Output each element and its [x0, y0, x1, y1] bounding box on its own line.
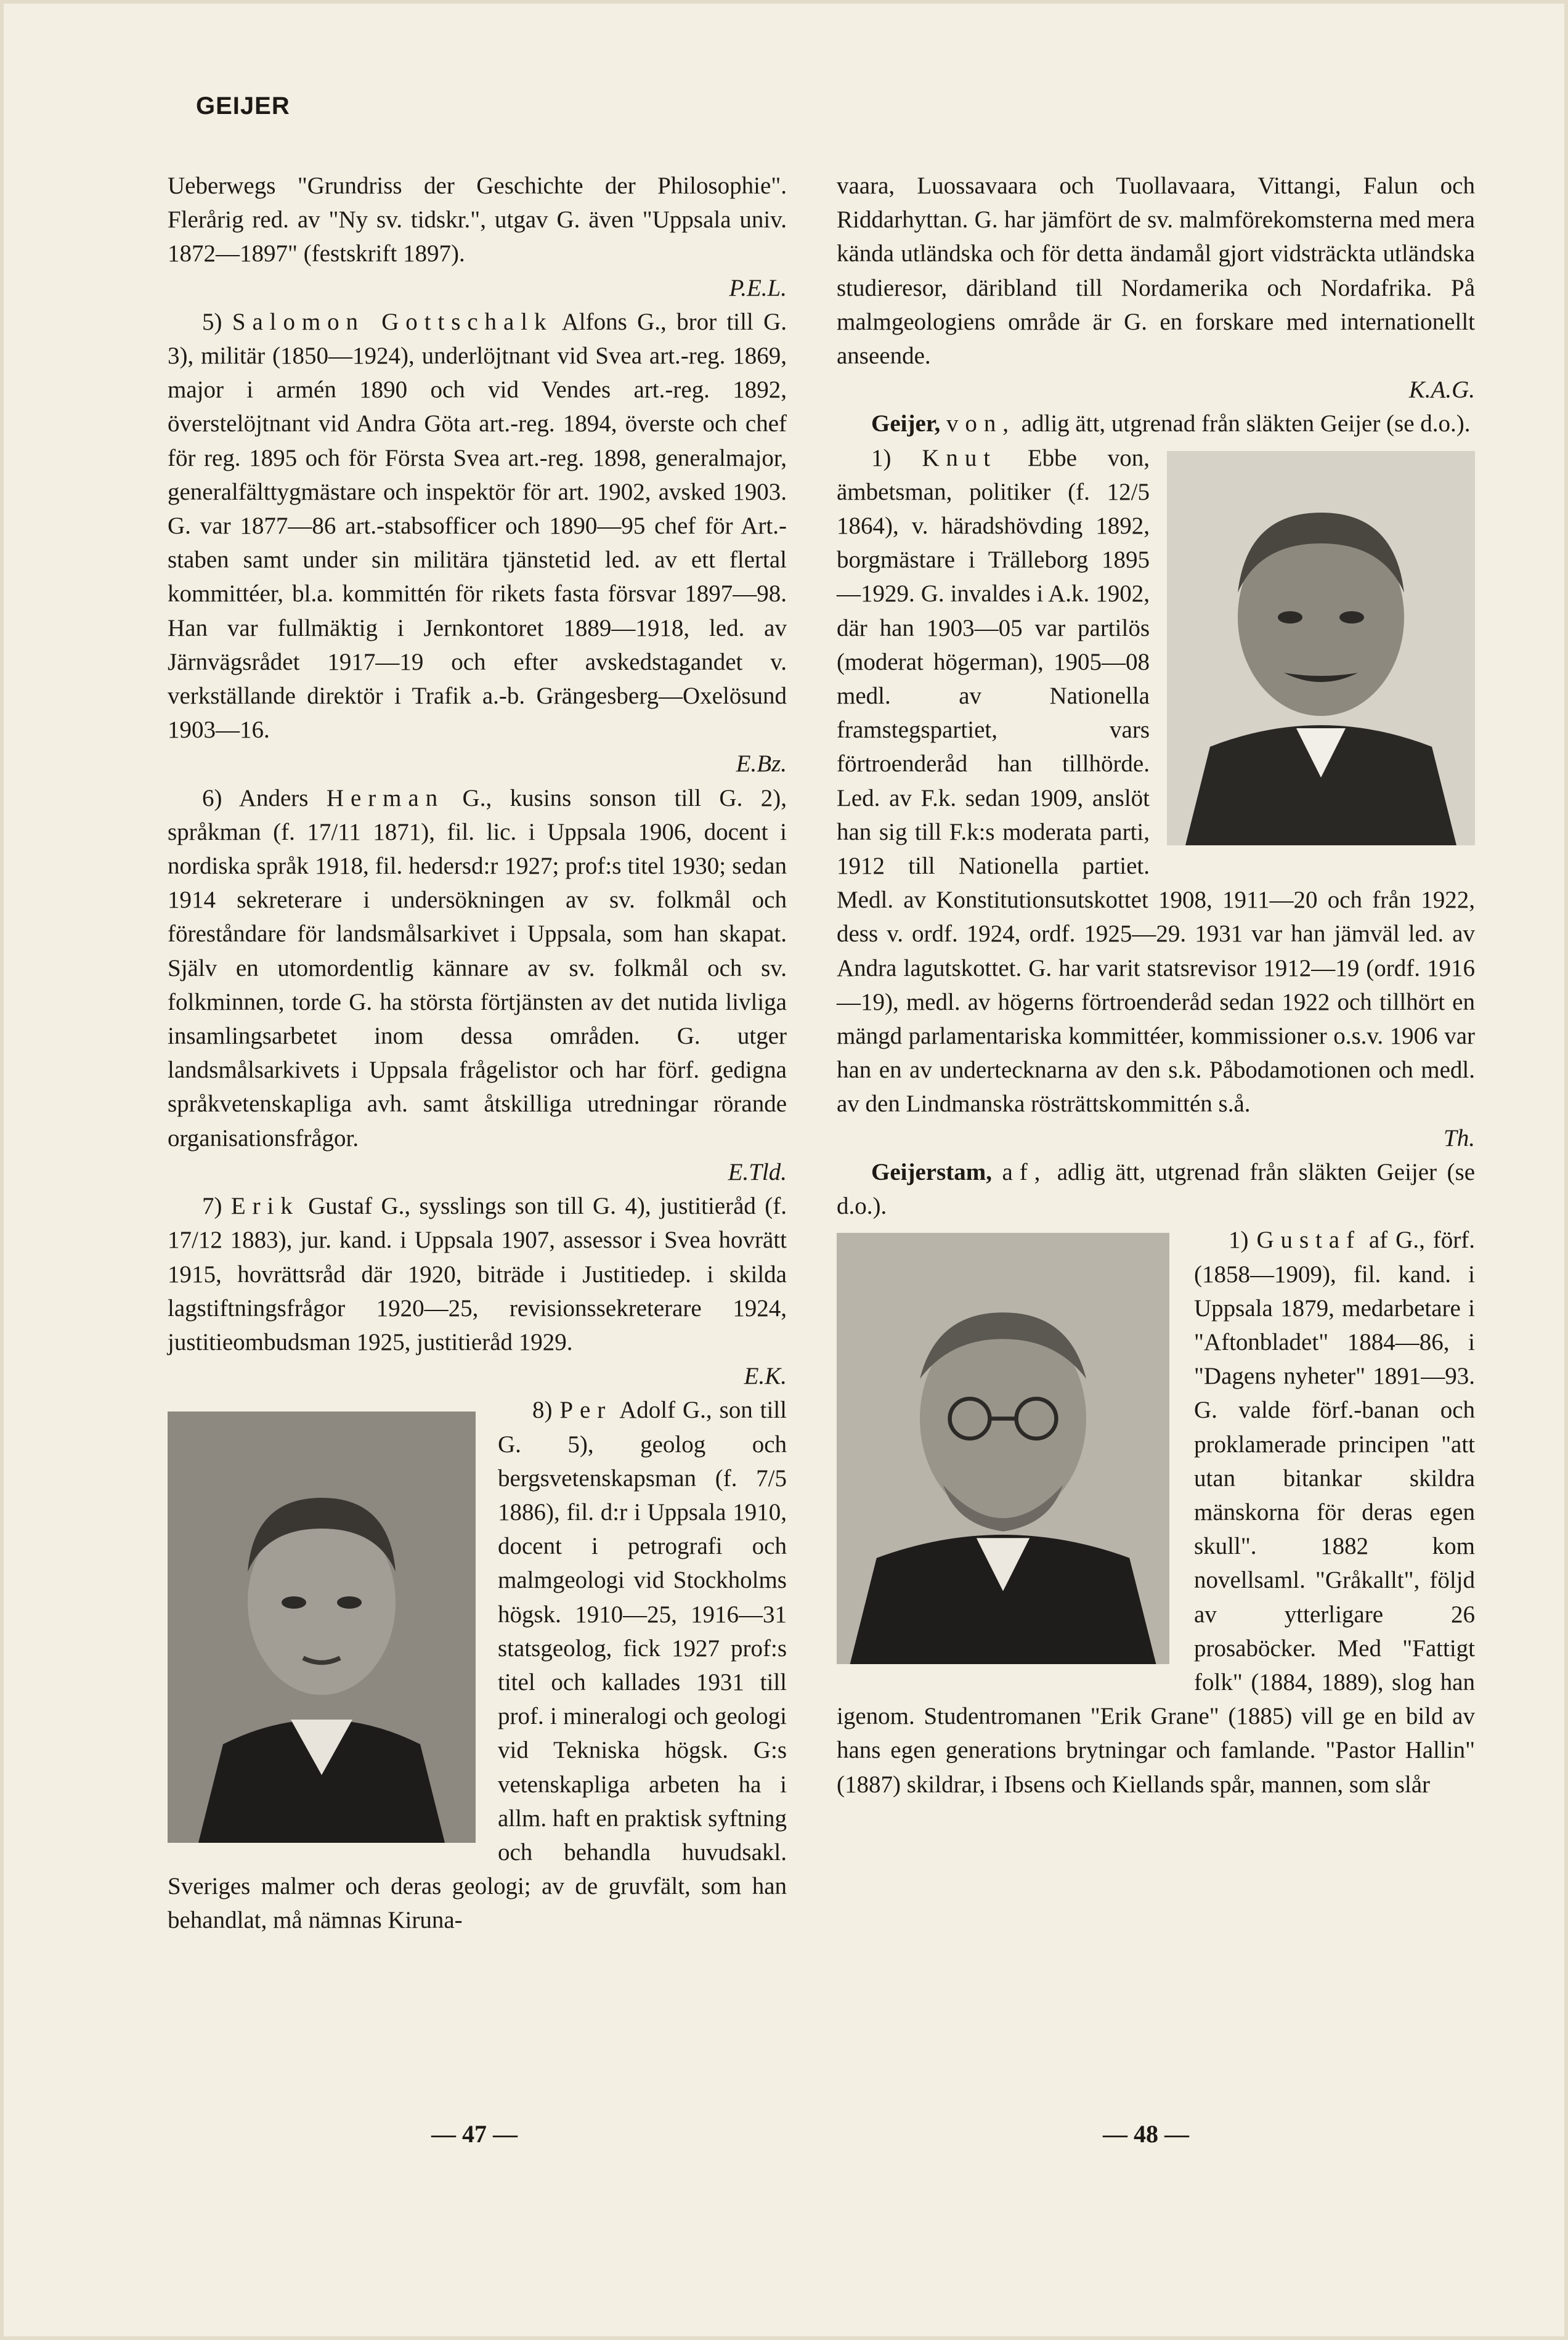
entry-per-adolf: 8) Per Adolf G., son till G. 5), geolog och bergsvetenskapsman (f. 7/5 1886), fil. d:r i Uppsala 1910, docent i petrografi och malmgeologi vid Stockholms högsk. 1910—25, 1916—31 statsgeolog, fick 1927 prof:s titel och kallades 1931 till prof. i mineralogi och geologi vid Tekniska högsk. G:s vetenskapliga arbeten ha i allm. haft en praktisk syftning och behandla huvudsakl. Sveriges malmer och deras geologi; av de gruvfält, som han behandlat, må nämnas Kiruna-	[168, 1397, 787, 1934]
running-head: GEIJER	[196, 92, 290, 120]
author-signature: P.E.L.	[729, 274, 787, 301]
author-signature: Th.	[1444, 1124, 1475, 1152]
author-signature: K.A.G.	[1408, 376, 1475, 404]
author-signature: E.Bz.	[736, 750, 787, 778]
page-number-left: — 47 —	[431, 2120, 518, 2148]
portrait-photo-icon	[168, 1412, 476, 1843]
entry-name-herman: Herman	[326, 784, 445, 811]
entry-paragraph: Ueberwegs "Grundriss der Geschichte der Philosophie". Flerårig red. av "Ny sv. tidskr.", utgav G. även "Uppsala univ. 1872—1897" (festskrift 1897). P.E.L.	[168, 169, 787, 305]
portrait-gustaf-af-geijerstam	[837, 1233, 1169, 1664]
portrait-photo-icon	[837, 1233, 1169, 1664]
entry-salomon-gottschalk: 5) Salomon Gottschalk Alfons G., bror till G. 3), militär (1850—1924), underlöjtnant vid Svea art.-reg. 1869, major i armén 1890 och vid Vendes art.-reg. 1892, överstelöjtnant vid Andra Göta art.-reg. 1894, överste och chef för reg. 1895 och för Första Svea art.-reg. 1898, generalmajor, generalfälttygmästare och inspektör för art. 1902, avsked 1903. G. var 1877—86 art.-stabsofficer och 1890—95 chef för Art.-staben samt under sin militära tjänstetid led. av ett flertal kommittéer, bl.a. kommittén för rikets fasta försvar 1897—98. Han var fullmäktig i Jernkontoret 1889—1918, led. av Järnvägsrådet 1917—19 och efter avskedstagandet v. verkställande direktör i Trafik a.-b. Grängesberg—Oxelösund 1903—16. E.Bz.	[168, 305, 787, 781]
entry-headword-geijer-von: Geijer,	[871, 410, 941, 437]
entry-geijerstam: Geijerstam, af, adlig ätt, utgrenad från släkten Geijer (se d.o.).	[837, 1158, 1476, 1220]
portrait-per-adolf-geijer	[168, 1412, 476, 1843]
entry-anders-herman: 6) Anders Herman G., kusins sonson till G. 2), språkman (f. 17/11 1871), fil. lic. i Uppsala 1906, docent i nordiska språk 1918, fil. hedersd:r 1927; prof:s titel 1930; sedan 1914 sekreterare i undersökningen av sv. folkmål och föreståndare för landsmålsarkivet i Uppsala, som han skapat. Själv en utomordentlig kännare av sv. folkmål och sv. folkminnen, torde G. ha största förtjänsten av det nutida livliga insamlingsarbetet inom dessa områden. G. utger landsmålsarkivets i Uppsala frågelistor och har förf. gedigna språkvetenskapliga avh. samt åtskilliga utredningar rörande organisationsfrågor. E.Tld.	[168, 781, 787, 1189]
entry-gustaf-af-geijerstam: 1) Gustaf af G., förf. (1858—1909), fil. kand. i Uppsala 1879, medarbetare i "Aftonbladet" 1884—86, i "Dagens nyheter" 1891—93. G. valde förf.-banan och proklamerade principen "att utan bitankar skildra mänskorna för deras egen skull". 1882 kom novellsaml. "Gråkallt", följd av ytterligare 26 prosaböcker. Med "Fattigt folk" (1884, 1889), slog han igenom. Studentromanen "Erik Grane" (1885) vill ge en bild av hans egen generations brytningar och famlande. "Pastor Hallin" (1887) skildrar, i Ibsens och Kiellands spår, mannen, som slår	[837, 1227, 1475, 1798]
portrait-knut-ebbe-von-geijer	[1167, 451, 1475, 845]
entry-geijer-von: Geijer, von, adlig ätt, utgrenad från släkten Geijer (se d.o.).	[871, 410, 1471, 437]
entry-name-knut: Knut	[922, 444, 997, 471]
entry-knut-ebbe: 1) Knut Ebbe von, ämbetsman, politiker (f. 12/5 1864), v. häradshövding 1892, borgmästare i Trälleborg 1895—1929. G. invaldes i A.k. 1902, där han 1903—05 var partilös (moderat högerman), 1905—08 medl. av Nationella framstegspartiet, vars förtroenderåd han tillhörde. Led. av F.k. sedan 1909, anslöt han sig till F.k:s moderata parti, 1912 till Nationella partiet. Medl. av Konstitutionsutskottet 1908, 1911—20 och från 1922, dess v. ordf. 1924, ordf. 1925—29. 1931 var han jämväl led. av Andra lagutskottet. G. har varit statsrevisor 1912—19 (ordf. 1916—19), medl. av högerns förtroenderåd sedan 1922 och tillhört en mängd parlamentariska kommittéer, kommissioner o.s.v. 1906 var han en av undertecknarna av den s.k. Påbodamotionen och medl. av den Lindmanska rösträttskommittén s.å. Th.	[837, 441, 1475, 1155]
entry-continuation: vaara, Luossavaara och Tuollavaara, Vittangi, Falun och Riddarhyttan. G. har jämfört de sv. malmförekomsterna med mera kända utländska och för detta ändamål gjort vidsträckta utländska studieresor, däribland till Nordamerika och Nordafrika. På malmgeologiens område är G. en forskare med internationellt anseende. K.A.G.	[837, 169, 1475, 407]
author-signature: E.K.	[744, 1363, 787, 1390]
right-column	[837, 169, 1475, 1802]
entry-name-per: Per	[559, 1397, 612, 1424]
portrait-photo-icon	[1167, 451, 1475, 845]
entry-name-salomon: Salomon Gottschalk	[232, 308, 553, 335]
author-signature: E.Tld.	[728, 1158, 787, 1185]
entry-name-erik: Erik	[230, 1193, 299, 1220]
entry-name-gustaf: Gustaf	[1256, 1227, 1361, 1254]
page-number-right: — 48 —	[1103, 2120, 1189, 2148]
left-column	[168, 169, 787, 1938]
entry-erik-gustaf: 7) Erik Gustaf G., sysslings son till G. 4), justitieråd (f. 17/12 1883), jur. kand. i Uppsala 1907, assessor i Svea hovrätt 1915, hovrättsråd där 1920, biträde i Justitiedep. i skilda lagstiftningsfrågor 1920—25, revisionssekreterare 1924, justitieombudsman 1925, justitieråd 1929. E.K.	[168, 1189, 787, 1393]
entry-headword-geijerstam: Geijerstam,	[871, 1158, 992, 1185]
